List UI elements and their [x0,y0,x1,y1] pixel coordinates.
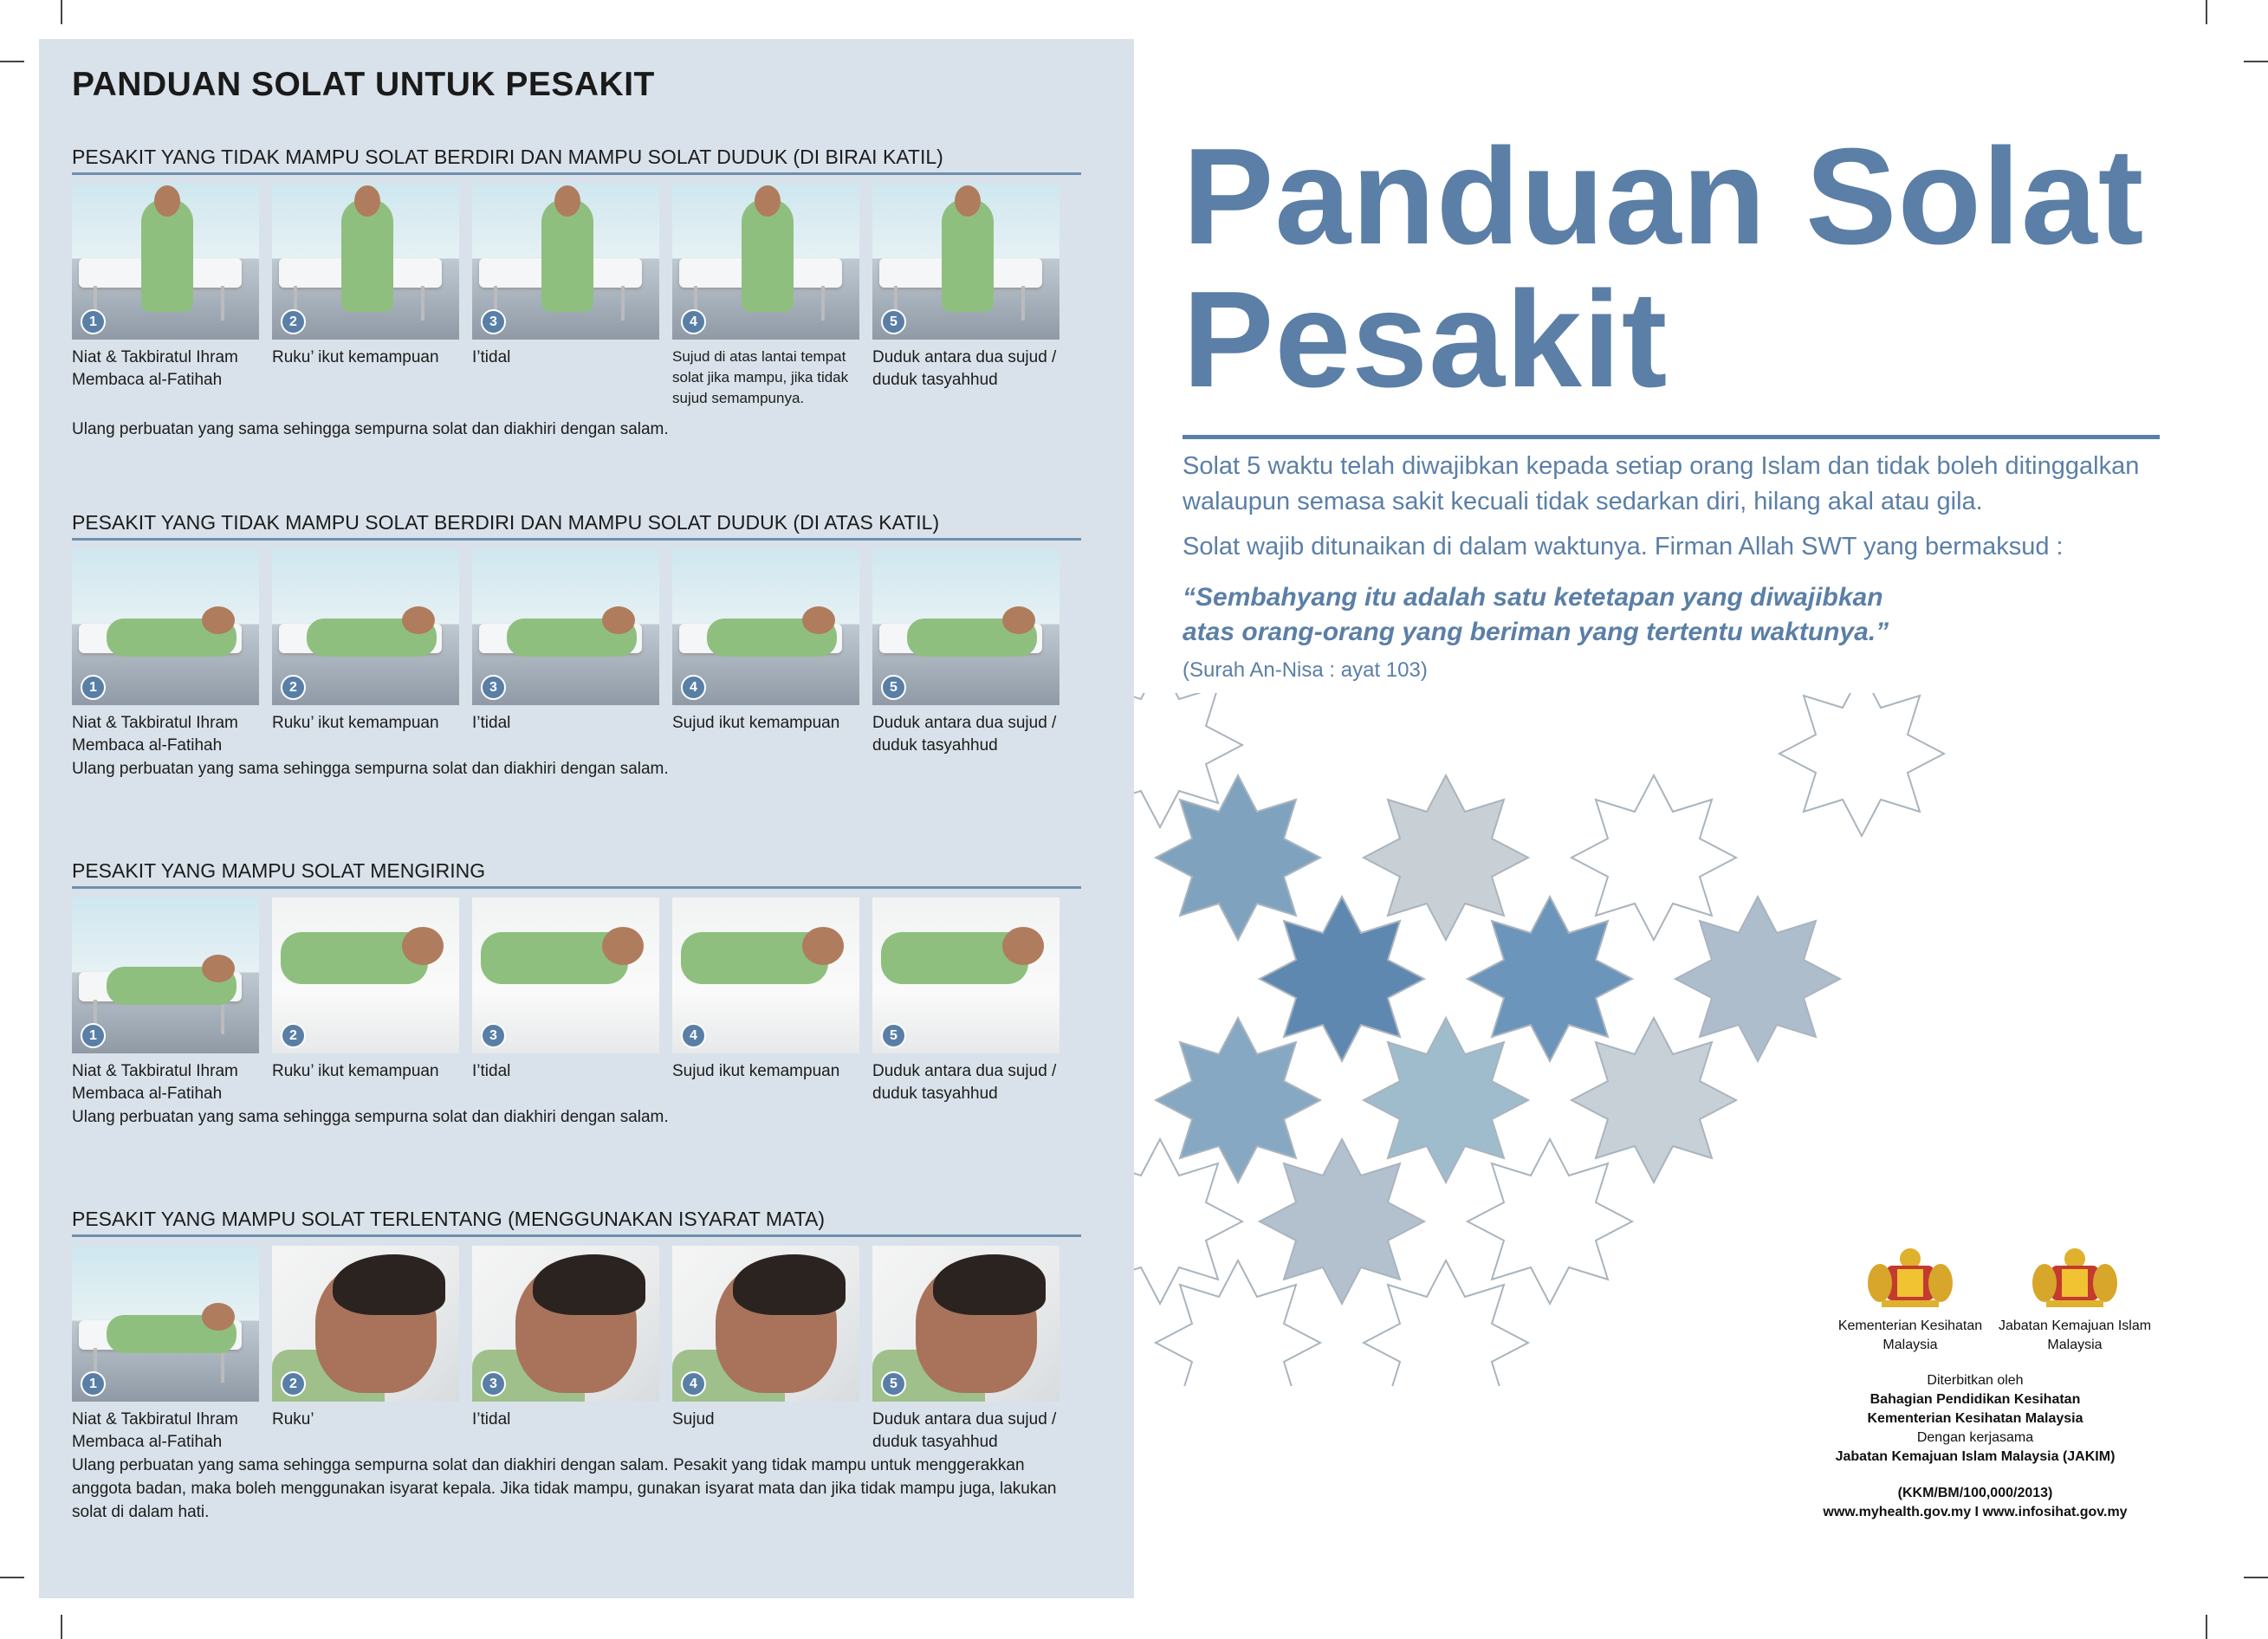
caption-row [72,712,1081,757]
section-title: PESAKIT YANG TIDAK MAMPU SOLAT BERDIRI DAN MAMPU SOLAT DUDUK (DI ATAS KATIL) [72,511,940,534]
step-badge: 4 [681,1371,706,1396]
step-caption: I’tidal [472,1410,511,1428]
step-caption: Sujud ikut kemampuan [672,714,840,732]
quote-line1: “Sembahyang itu adalah satu ketetapan yang diwajibkan [1183,583,1883,612]
step-badge: 2 [281,1371,306,1396]
step-photo [72,897,259,1053]
kkm-label: Kementerian Kesihatan Malaysia [1837,1318,1983,1352]
step-photo [472,549,659,705]
step-caption: Ruku’ ikut kemampuan [272,1062,439,1080]
step-photo [272,1246,459,1402]
websites: www.myhealth.gov.my I www.infosihat.gov.my [1823,1505,2128,1519]
section-title: PESAKIT YANG TIDAK MAMPU SOLAT BERDIRI DAN MAMPU SOLAT DUDUK (DI BIRAI KATIL) [72,146,943,168]
step-photo [672,549,859,705]
step-photo [672,184,859,340]
step-caption: Duduk antara dua sujud / duduk tasyahhud [872,1410,1057,1451]
step-caption: Duduk antara dua sujud / duduk tasyahhud [872,714,1057,755]
step-caption: Duduk antara dua sujud / duduk tasyahhud [872,1062,1057,1103]
crop-mark [2206,0,2207,24]
step-caption: I’tidal [472,714,511,732]
step-photo [872,549,1059,705]
crop-mark [0,61,24,62]
step-badge: 4 [681,675,706,700]
section-note: Ulang perbuatan yang sama sehingga sempurna solat dan diakhiri dengan salam. [72,1108,669,1126]
section-title: PESAKIT YANG MAMPU SOLAT TERLENTANG (MENGGUNAKAN ISYARAT MATA) [72,1208,826,1230]
section-divider [72,172,1081,175]
section-note: Ulang perbuatan yang sama sehingga sempurna solat dan diakhiri dengan salam. Pesakit yang tidak mampu untuk menggerakkan anggota badan, maka boleh menggunakan isyarat kepala. Jika tidak mampu, gunakan isyarat mata dan jika tidak mampu juga, lakukan solat di dalam hati. [72,1456,1057,1521]
crop-mark [2244,1577,2268,1578]
step-caption: Niat & Takbiratul Ihram Membaca al-Fatihah [72,714,238,755]
intro-text-2: Solat wajib ditunaikan di dalam waktunya. Firman Allah SWT yang bermaksud : [1183,533,2064,560]
section-divider [72,886,1081,889]
step-photo [472,184,659,340]
step-photo [72,549,259,705]
step-photo [472,897,659,1053]
step-badge: 1 [81,1371,106,1396]
step-caption: Ruku’ [272,1410,314,1428]
step-badge: 3 [481,1371,506,1396]
section-note: Ulang perbuatan yang sama sehingga sempurna solat dan diakhiri dengan salam. [72,420,669,438]
step-badge: 5 [881,1371,906,1396]
quran-quote [1183,580,1889,650]
step-caption: I’tidal [472,348,511,366]
step-photo [272,549,459,705]
step-badge: 3 [481,675,506,700]
kkm-crest-icon [1863,1243,1958,1312]
cover-title-line2: Pesakit [1183,263,1669,416]
step-badge: 2 [281,675,306,700]
photo-row [72,897,1081,1053]
crop-mark [0,1577,24,1578]
caption-row [72,1060,1081,1105]
photo-row [72,1246,1081,1402]
step-badge: 1 [81,1023,106,1048]
islamic-star-pattern [1134,693,1983,1386]
crop-mark [61,0,62,24]
cover-title-line1: Panduan Solat [1183,120,2145,273]
photo-row [72,549,1081,705]
crop-mark [61,1615,62,1639]
section-lying-side [72,858,1081,1129]
section-divider [72,1234,1081,1237]
step-caption: Duduk antara dua sujud / duduk tasyahhud [872,348,1057,389]
step-caption: Sujud ikut kemampuan [672,1062,840,1080]
step-photo [672,1246,859,1402]
step-caption: Ruku’ ikut kemampuan [272,348,439,366]
crop-mark [2244,61,2268,62]
step-photo [72,1246,259,1402]
panel-title: PANDUAN SOLAT UNTUK PESAKIT [72,66,655,103]
step-photo [272,184,459,340]
caption-row [72,1409,1081,1454]
quote-source: (Surah An-Nisa : ayat 103) [1183,658,1428,682]
section-divider [72,538,1081,541]
section-sitting-on-bed [72,509,1081,781]
photo-row [72,184,1081,340]
intro-text: Solat 5 waktu telah diwajibkan kepada setiap orang Islam dan tidak boleh ditinggalkan walaupun semasa sakit kecuali tidak sedarkan diri, hilang akal atau gila. [1183,452,2140,515]
step-badge: 5 [881,1023,906,1048]
step-badge: 3 [481,309,506,334]
cover-title [1183,120,2145,416]
step-caption: Niat & Takbiratul Ihram Membaca al-Fatihah [72,1410,238,1451]
step-badge: 5 [881,309,906,334]
step-caption: Sujud di atas lantai tempat solat jika mampu, jika tidak sujud semampunya. [672,348,849,406]
section-sitting-bedside [72,144,1081,441]
step-caption: Niat & Takbiratul Ihram Membaca al-Fatihah [72,1062,238,1103]
step-caption: Niat & Takbiratul Ihram Membaca al-Fatihah [72,348,238,389]
step-badge: 5 [881,675,906,700]
section-lying-back [72,1206,1081,1524]
step-photo [72,184,259,340]
publication-code: (KKM/BM/100,000/2013) [1897,1486,2053,1500]
title-divider [1183,435,2160,439]
step-badge: 2 [281,309,306,334]
step-badge: 2 [281,1023,306,1048]
step-photo [872,1246,1059,1402]
step-caption: Sujud [672,1410,715,1428]
step-badge: 4 [681,1023,706,1048]
publisher-info: Diterbitkan oleh Bahagian Pendidikan Kesihatan Kementerian Kesihatan Malaysia Dengan kerjasama Jabatan Kemajuan Islam Malaysia (JAKIM) (KKM/BM/100,000/2013) www.myhealth.gov.my I www.infosihat.gov.my [1819,1371,2131,1522]
step-photo [872,184,1059,340]
step-photo [872,897,1059,1053]
quote-line2: atas orang-orang yang beriman yang tertentu waktunya.” [1183,618,1889,646]
jakim-crest-icon [2027,1243,2122,1312]
jakim-label: Jabatan Kemajuan Islam Malaysia [1998,1318,2152,1352]
step-badge: 3 [481,1023,506,1048]
step-photo [472,1246,659,1402]
step-photo [672,897,859,1053]
step-caption: I’tidal [472,1062,511,1080]
section-title: PESAKIT YANG MAMPU SOLAT MENGIRING [72,859,486,882]
step-badge: 1 [81,675,106,700]
crop-mark [2206,1615,2207,1639]
step-caption: Ruku’ ikut kemampuan [272,714,439,732]
step-badge: 4 [681,309,706,334]
caption-row [72,347,1081,409]
step-photo [272,897,459,1053]
step-badge: 1 [81,309,106,334]
section-note: Ulang perbuatan yang sama sehingga sempurna solat dan diakhiri dengan salam. [72,760,669,778]
